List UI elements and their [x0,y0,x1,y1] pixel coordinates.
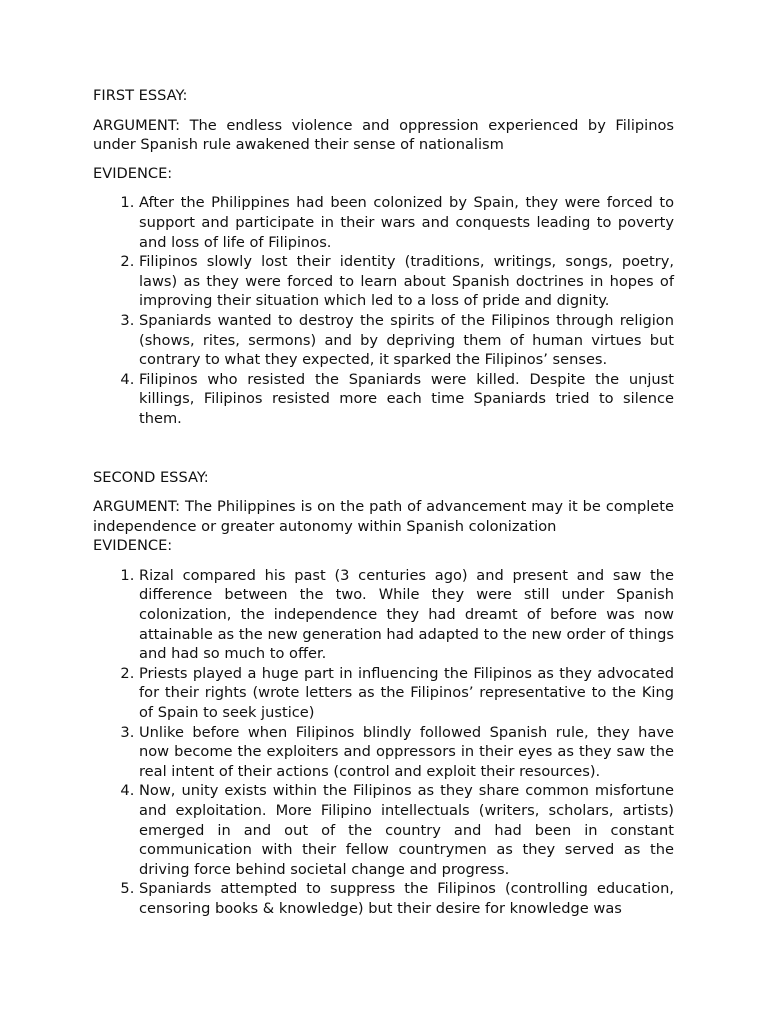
second-essay-argument: ARGUMENT: The Philippines is on the path of advancement may it be complete independence or greater autonomy within Spanish colonization [93,498,674,535]
second-essay-evidence-label: EVIDENCE: [93,537,173,555]
second-essay-evidence-list [93,566,674,919]
second-essay-evidence-item: 4. Now, unity exists within the Filipinos as they share common misfortune and exploitation. More Filipino intellectuals (writers, scholars, artists) emerged in and out of the country and had been in constant communication with their fellow countrymen as they served as the driving force behind societal change and progress. [139,781,674,879]
first-essay-heading: FIRST ESSAY: [93,87,188,104]
first-essay-evidence-item: 2. Filipinos slowly lost their identity (traditions, writings, songs, poetry, laws) as they were forced to learn about Spanish doctrines in hopes of improving their situation which led to a loss of pride and dignity. [139,252,674,311]
first-essay-evidence-label: EVIDENCE: [93,164,173,182]
first-essay-evidence-item: 3. Spaniards wanted to destroy the spirits of the Filipinos through religion (shows, rites, sermons) and by depriving them of human virtues but contrary to what they expected, it sparked the Filipinos’ senses. [139,311,674,370]
first-essay-argument: ARGUMENT: The endless violence and oppression experienced by Filipinos under Spanish rule awakened their sense of nationalism [93,116,674,154]
second-essay-evidence-item: 5. Spaniards attempted to suppress the Filipinos (controlling education, censoring books & knowledge) but their desire for knowledge was [139,879,674,918]
second-essay-evidence-item: 3. Unlike before when Filipinos blindly followed Spanish rule, they have now become the exploiters and oppressors in their eyes as they saw the real intent of their actions (control and exploit their resources). [139,723,674,782]
second-essay-evidence-item: 1. Rizal compared his past (3 centuries ago) and present and saw the difference between the two. While they were still under Spanish colonization, the independence they had dreamt of before was now attainable as the new generation had adapted to the new order of things and had so much to offer. [139,566,674,664]
first-essay-evidence-item: 1. After the Philippines had been colonized by Spain, they were forced to support and participate in their wars and conquests leading to poverty and loss of life of Filipinos. [139,193,674,252]
document-body [93,86,674,919]
first-essay-evidence-list [93,193,674,428]
second-essay-evidence-item: 2. Priests played a huge part in influencing the Filipinos as they advocated for their rights (wrote letters as the Filipinos’ representative to the King of Spain to seek justice) [139,664,674,723]
second-essay-heading: SECOND ESSAY: [93,468,209,486]
first-essay-evidence-item: 4. Filipinos who resisted the Spaniards were killed. Despite the unjust killings, Filipinos resisted more each time Spaniards tried to silence them. [139,370,674,429]
